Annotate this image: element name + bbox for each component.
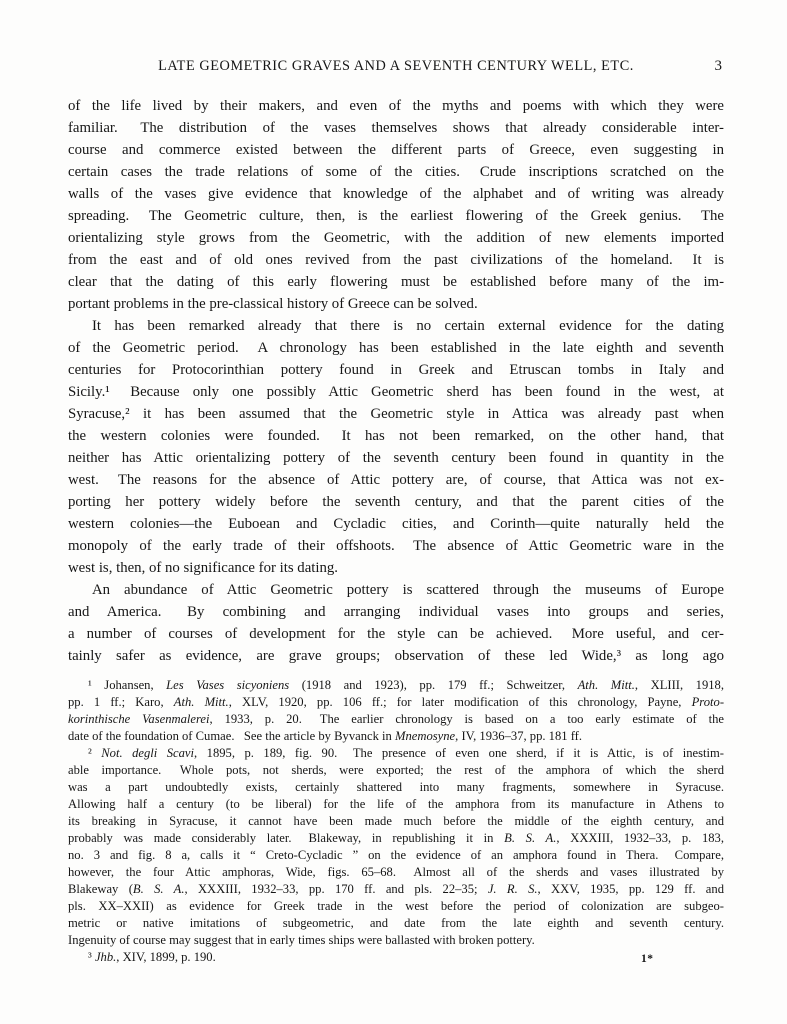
text-line: able importance. Whole pots, not sherds, were exported; the rest of the amphora of which the sherd [68,763,724,777]
page-title: LATE GEOMETRIC GRAVES AND A SEVENTH CENTURY WELL, ETC. [158,58,634,74]
text-line: probably was made considerably later. Blakeway, in republishing it in B. S. A., XXXIII, 1932–33, p. 183, [68,831,724,845]
text-line: clear that the dating of this early flowering must be established before many of the im- [68,274,724,290]
text-line: Ingenuity of course may suggest that in early times ships were ballasted with broken pottery. [68,933,535,947]
text-line: Blakeway (B. S. A., XXXIII, 1932–33, pp. 170 ff. and pls. 22–35; J. R. S., XXV, 1935, pp. 129 ff. and [68,882,724,896]
running-head [68,58,724,75]
text-line: the western colonies were founded. It has not been remarked, on the other hand, that [68,428,724,444]
text-line: of the life lived by their makers, and even of the myths and poems with which they were [68,98,724,114]
text-line: was a part undoubtedly exists, certainly shattered into many fragments, somewhere in Syracuse. [68,780,724,794]
text-block [68,58,724,966]
text-line: west. The reasons for the absence of Attic pottery are, of course, that Attica was not ex- [68,472,724,488]
page-number: 3 [714,58,722,74]
text-line: however, the four Attic amphoras, Wide, figs. 65–68. Almost all of the sherds and vases illustrated by [68,865,724,879]
text-line: orientalizing style grows from the Geometric, with the addition of new elements imported [68,230,724,246]
text-line: spreading. The Geometric culture, then, is the earliest flowering of the Greek genius. The [68,208,724,224]
text-line: metric or native imitations of subgeometric, and date from the late eighth and seventh century. [68,916,724,930]
text-line: from the east and of old ones revived from the past civilizations of the homeland. It is [68,252,724,268]
text-line: It has been remarked already that there is no certain external evidence for the dating [92,318,724,334]
text-line: An abundance of Attic Geometric pottery is scattered through the museums of Europe [92,582,724,598]
text-line: and America. By combining and arranging individual vases into groups and series, [68,604,724,620]
text-line: ¹ Johansen, Les Vases sicyoniens (1918 and 1923), pp. 179 ff.; Schweitzer, Ath. Mitt., XLIII, 1918, [88,678,724,692]
signature-mark: 1* [641,953,654,965]
text-line: centuries for Protocorinthian pottery found in Greek and Etruscan tombs in Italy and [68,362,724,378]
text-line: Syracuse,² it has been assumed that the Geometric style in Attica was already past when [68,406,724,422]
text-line: tainly safer as evidence, are grave groups; observation of these led Wide,³ as long ago [68,648,724,664]
text-line: its breaking in Syracuse, it cannot have been made much before the middle of the eighth century, and [68,814,724,828]
text-line: of the Geometric period. A chronology has been established in the late eighth and seventh [68,340,724,356]
text-line: monopoly of the early trade of their offshoots. The absence of Attic Geometric ware in the [68,538,724,554]
footnotes-section [68,677,724,966]
text-line: walls of the vases give evidence that knowledge of the alphabet and of writing was already [68,186,724,202]
text-line: western colonies—the Euboean and Cycladic cities, and Corinth—quite naturally held the [68,516,724,532]
text-line: certain cases the trade relations of some of the cities. Crude inscriptions scratched on the [68,164,724,180]
text-line: no. 3 and fig. 8 a, calls it “ Creto-Cycladic ” on the evidence of an amphora found in Thera. Compare, [68,848,724,862]
text-line: porting her pottery widely before the seventh century, and that the parent cities of the [68,494,724,510]
text-line: Allowing half a century (to be liberal) for the life of the amphora from its manufacture in Athens to [68,797,724,811]
text-line: pp. 1 ff.; Karo, Ath. Mitt., XLV, 1920, pp. 106 ff.; for later modification of this chronology, Payne, Proto- [68,695,724,709]
text-line: Sicily.¹ Because only one possibly Attic Geometric sherd has been found in the west, at [68,384,724,400]
text-line: course and commerce existed between the different parts of Greece, even suggesting in [68,142,724,158]
text-line: ³ Jhb., XIV, 1899, p. 190. [88,950,216,964]
text-line: korinthische Vasenmalerei, 1933, p. 20. The earlier chronology is based on a too early estimate of the [68,712,724,726]
body-text [68,95,724,667]
text-line: portant problems in the pre-classical history of Greece can be solved. [68,296,478,312]
text-line: west is, then, of no significance for its dating. [68,560,338,576]
text-line: ² Not. degli Scavi, 1895, p. 189, fig. 90. The presence of even one sherd, if it is Attic, is of inestim- [88,746,724,760]
text-line: familiar. The distribution of the vases themselves shows that already considerable inter- [68,120,724,136]
text-line: date of the foundation of Cumae. See the article by Byvanck in Mnemosyne, IV, 1936–37, pp. 181 ff. [68,729,583,743]
text-line: neither has Attic orientalizing pottery of the seventh century been found in quantity in the [68,450,724,466]
text-line: pls. XX–XXII) as evidence for Greek trade in the west before the period of colonization are subgeo- [68,899,724,913]
text-line: a number of courses of development for the style can be achieved. More useful, and cer- [68,626,724,642]
